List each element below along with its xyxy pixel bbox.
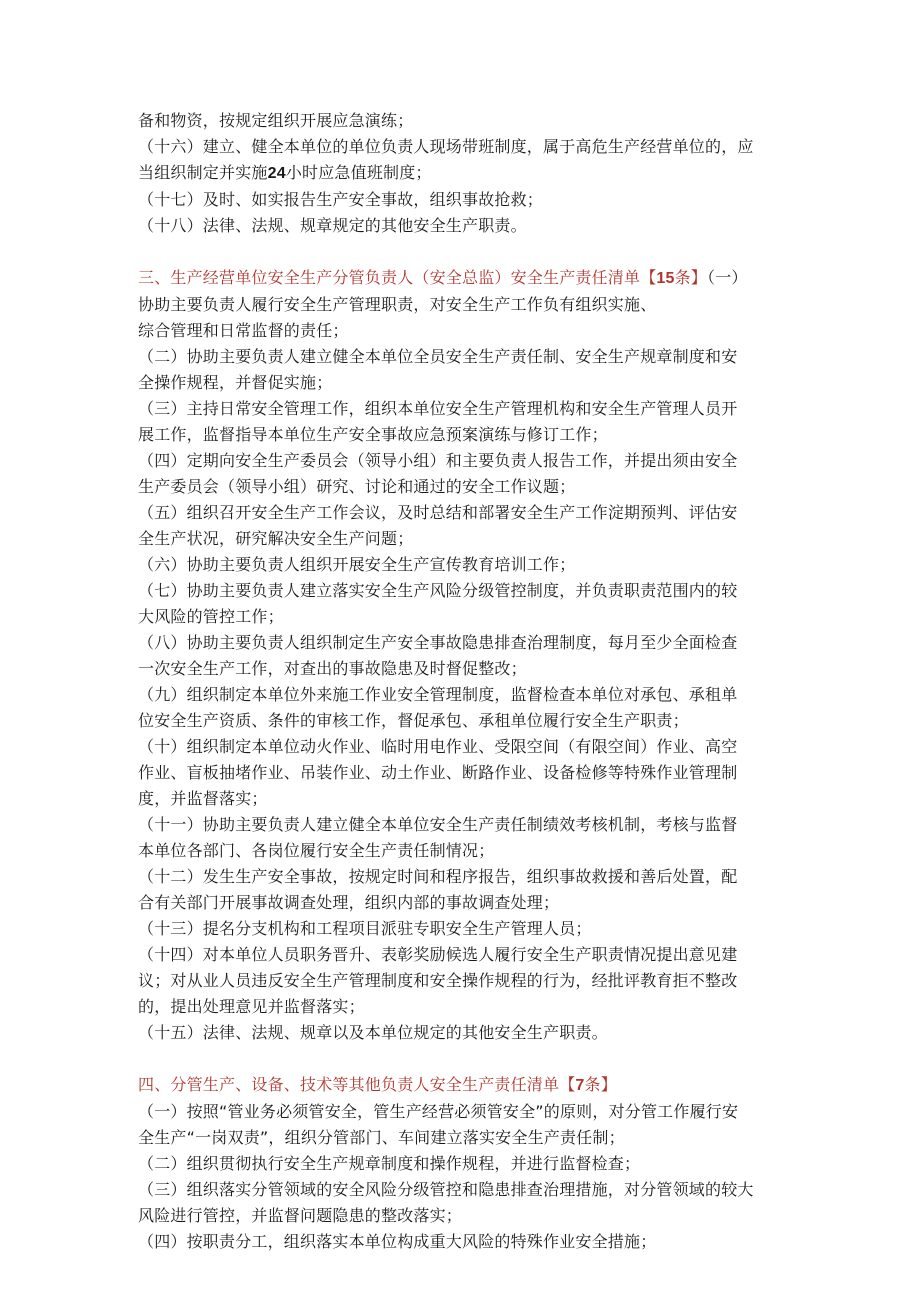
section-3-heading-suffix: 条】 — [674, 268, 708, 287]
text-line: 风险进行管控，并监督问题隐患的整改落实； — [138, 1206, 463, 1225]
section-4-heading-text: 四、分管生产、设备、技术等其他负责人安全生产责任清单【 — [138, 1075, 576, 1094]
text-line: （六）协助主要负责人组织开展安全生产宣传教育培训工作； — [138, 555, 576, 574]
text-line: 全生产“一岗双责”，组织分管部门、车间建立落实安全生产责任制； — [138, 1128, 625, 1147]
text-line: （十五）法律、法规、规章以及本单位规定的其他安全生产职责。 — [138, 1023, 608, 1042]
text-line: （十七）及时、如实报告生产安全事故，组织事故抢救； — [138, 190, 544, 209]
text-line: （十六）建立、健全本单位的单位负责人现场带班制度，属于高危生产经营单位的，应 — [138, 137, 754, 156]
text-line: 位安全生产资质、条件的审核工作，督促承包、承租单位履行安全生产职责； — [138, 711, 689, 730]
text-line: 作业、盲板抽堵作业、吊装作业、动土作业、断路作业、设备检修等特殊作业管理制 — [138, 763, 738, 782]
text-line: （十一）协助主要负责人建立健全本单位安全生产责任制绩效考核机制，考核与监督 — [138, 815, 738, 834]
text-line: （四）按职责分工，组织落实本单位构成重大风险的特殊作业安全措施； — [138, 1232, 657, 1251]
text-line: 生产委员会（领导小组）研究、讨论和通过的安全工作议题； — [138, 477, 576, 496]
text-line: （一）按照“管业务必须管安全，管生产经营必须管安全”的原则，对分管工作履行安 — [138, 1102, 739, 1121]
text-line: 度，并监督落实； — [138, 789, 268, 808]
text-line: （十八）法律、法规、规章规定的其他安全生产职责。 — [138, 216, 527, 235]
text-line: 展工作，监督指导本单位生产安全事故应急预案演练与修订工作； — [138, 425, 608, 444]
text-line: 本单位各部门、各岗位履行安全生产责任制情况； — [138, 841, 495, 860]
text-line: 协助主要负责人履行安全生产管理职责，对安全生产工作负有组织实施、 — [138, 295, 657, 314]
text-line: 议；对从业人员违反安全生产管理制度和安全操作规程的行为，经批评教育拒不整改 — [138, 971, 738, 990]
text-line: 合有关部门开展事故调查处理，组织内部的事故调查处理； — [138, 893, 560, 912]
section-gap — [138, 1046, 788, 1072]
section-3-item-1-marker: （一） — [707, 268, 748, 287]
document-page — [138, 108, 788, 1255]
text-line: （十四）对本单位人员职务晋升、表彰奖励候选人履行安全生产职责情况提出意见建 — [138, 945, 738, 964]
hours-number: 24 — [267, 165, 286, 182]
text-line: （十二）发生生产安全事故，按规定时间和程序报告，组织事故救援和善后处置，配 — [138, 867, 738, 886]
text-line: （三）主持日常安全管理工作，组织本单位安全生产管理机构和安全生产管理人员开 — [138, 399, 738, 418]
text-fragment: 当组织制定并实施 — [138, 163, 268, 182]
text-fragment: 小时应急值班制度； — [285, 163, 432, 182]
text-line: （十三）提名分支机构和工程项目派驻专职安全生产管理人员； — [138, 919, 592, 938]
text-line: 大风险的管控工作； — [138, 607, 284, 626]
text-line: 全操作规程，并督促实施； — [138, 373, 333, 392]
text-line: （四）定期向安全生产委员会（领导小组）和主要负责人报告工作，并提出须由安全 — [138, 451, 738, 470]
text-line: （三）组织落实分管领域的安全风险分级管控和隐患排查治理措施，对分管领域的较大 — [138, 1180, 754, 1199]
text-line: （二）组织贯彻执行安全生产规章制度和操作规程，并进行监督检查； — [138, 1154, 641, 1173]
section-3-heading — [138, 265, 788, 292]
section-4-count: 7 — [575, 1077, 585, 1094]
section-3-heading-text: 三、生产经营单位安全生产分管负责人（安全总监）安全生产责任清单【 — [138, 268, 657, 287]
text-line: （二）协助主要负责人建立健全本单位全员安全生产责任制、安全生产规章制度和安 — [138, 347, 738, 366]
text-line: 全生产状况，研究解决安全生产问题； — [138, 529, 414, 548]
text-line: （九）组织制定本单位外来施工作业安全管理制度，监督检查本单位对承包、承租单 — [138, 685, 738, 704]
text-line: 备和物资，按规定组织开展应急演练； — [138, 111, 414, 130]
text-line: 一次安全生产工作，对查出的事故隐患及时督促整改； — [138, 659, 527, 678]
text-line: （八）协助主要负责人组织制定生产安全事故隐患排查治理制度，每月至少全面检查 — [138, 633, 738, 652]
text-line: 综合管理和日常监督的责任； — [138, 321, 349, 340]
text-line: 的，提出处理意见并监督落实； — [138, 997, 365, 1016]
text-line: （十）组织制定本单位动火作业、临时用电作业、受限空间（有限空间）作业、高空 — [138, 737, 738, 756]
section-4-heading-suffix: 条】 — [584, 1075, 617, 1094]
section-3-count: 15 — [656, 270, 675, 287]
text-line — [138, 160, 788, 187]
text-line: （七）协助主要负责人建立落实安全生产风险分级管控制度，并负责职责范围内的较 — [138, 581, 738, 600]
section-4-heading — [138, 1072, 788, 1099]
text-line: （五）组织召开安全生产工作会议，及时总结和部署安全生产工作淀期预判、评估安 — [138, 503, 738, 522]
section-gap — [138, 239, 788, 265]
